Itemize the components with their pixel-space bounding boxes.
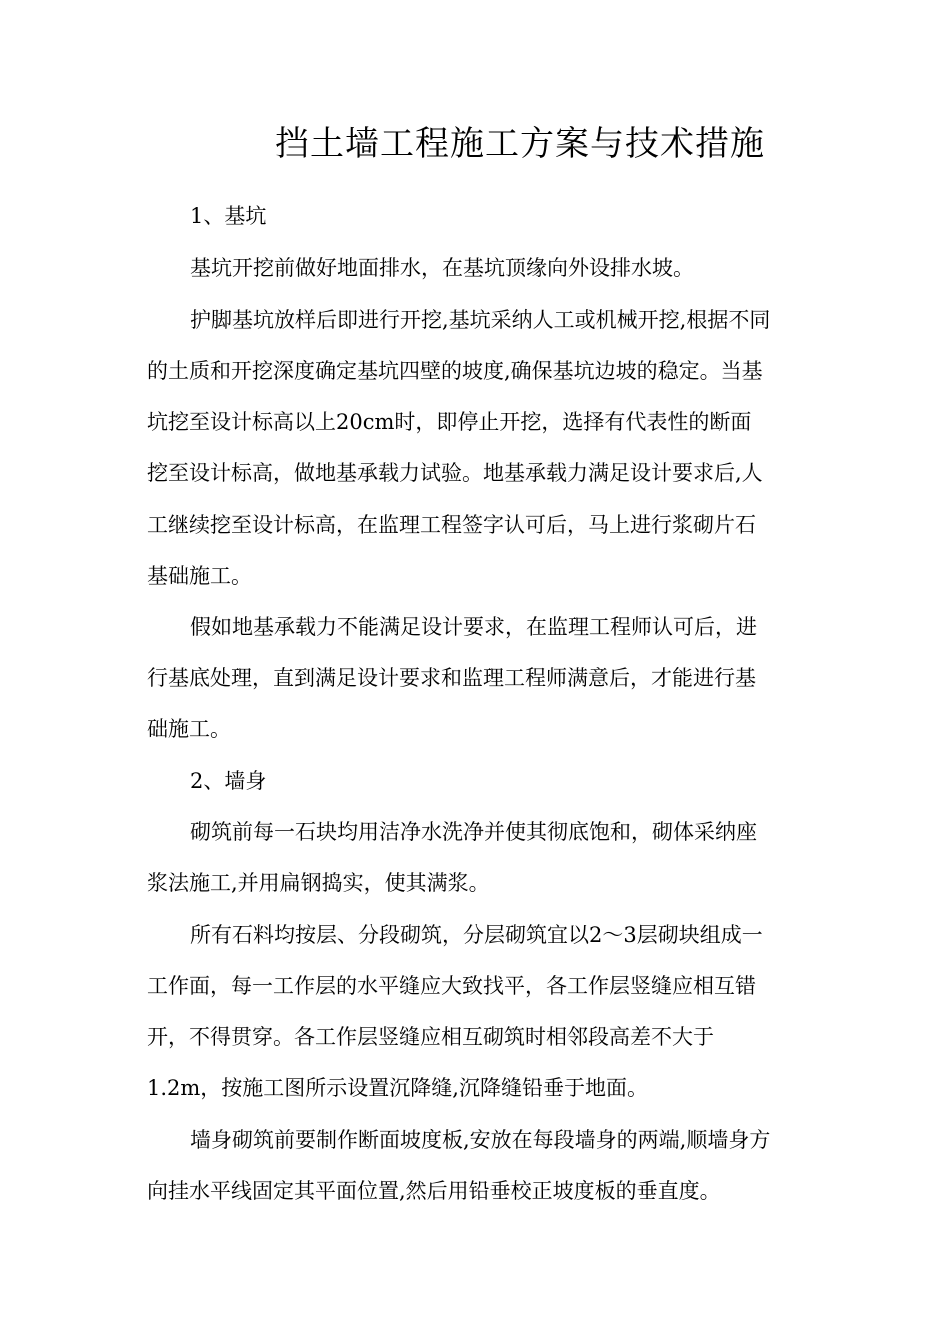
- document-title: 挡土墙工程施工方案与技术措施: [275, 124, 765, 164]
- paragraph-line: 护脚基坑放样后即进行开挖,基坑采纳人工或机械开挖,根据不同: [190, 308, 771, 332]
- paragraph-line: 基坑开挖前做好地面排水，在基坑顶缘向外设排水坡。: [190, 256, 694, 280]
- paragraph-line: 的土质和开挖深度确定基坑四壁的坡度,确保基坑边坡的稳定。当基: [147, 359, 763, 383]
- paragraph-line: 所有石料均按层、分段砌筑，分层砌筑宜以2～3层砌块组成一: [190, 923, 763, 947]
- paragraph-line: 础施工。: [147, 717, 231, 741]
- paragraph-line: 浆法施工,并用扁钢捣实，使其满浆。: [147, 871, 490, 895]
- paragraph-line: 基础施工。: [147, 564, 252, 588]
- paragraph-line: 工继续挖至设计标高，在监理工程签字认可后，马上进行浆砌片石: [147, 513, 756, 537]
- paragraph-line: 行基底处理，直到满足设计要求和监理工程师满意后，才能进行基: [147, 666, 756, 690]
- paragraph-line: 1.2m，按施工图所示设置沉降缝,沉降缝铅垂于地面。: [147, 1076, 648, 1100]
- paragraph-line: 工作面，每一工作层的水平缝应大致找平，各工作层竖缝应相互错: [147, 974, 756, 998]
- paragraph-line: 挖至设计标高，做地基承载力试验。地基承载力满足设计要求后,人: [147, 461, 763, 485]
- paragraph-line: 开，不得贯穿。各工作层竖缝应相互砌筑时相邻段高差不大于: [147, 1025, 714, 1049]
- paragraph-line: 墙身砌筑前要制作断面坡度板,安放在每段墙身的两端,顺墙身方: [190, 1128, 771, 1152]
- paragraph-line: 坑挖至设计标高以上20cm时，即停止开挖，选择有代表性的断面: [147, 410, 752, 434]
- paragraph-line: 假如地基承载力不能满足设计要求，在监理工程师认可后，进: [190, 615, 757, 639]
- section-heading-foundation-pit: 1、基坑: [190, 204, 267, 228]
- paragraph-line: 砌筑前每一石块均用洁净水洗净并使其彻底饱和，砌体采纳座: [190, 820, 757, 844]
- section-heading-wall-body: 2、墙身: [190, 769, 267, 793]
- paragraph-line: 向挂水平线固定其平面位置,然后用铅垂校正坡度板的垂直度。: [147, 1179, 721, 1203]
